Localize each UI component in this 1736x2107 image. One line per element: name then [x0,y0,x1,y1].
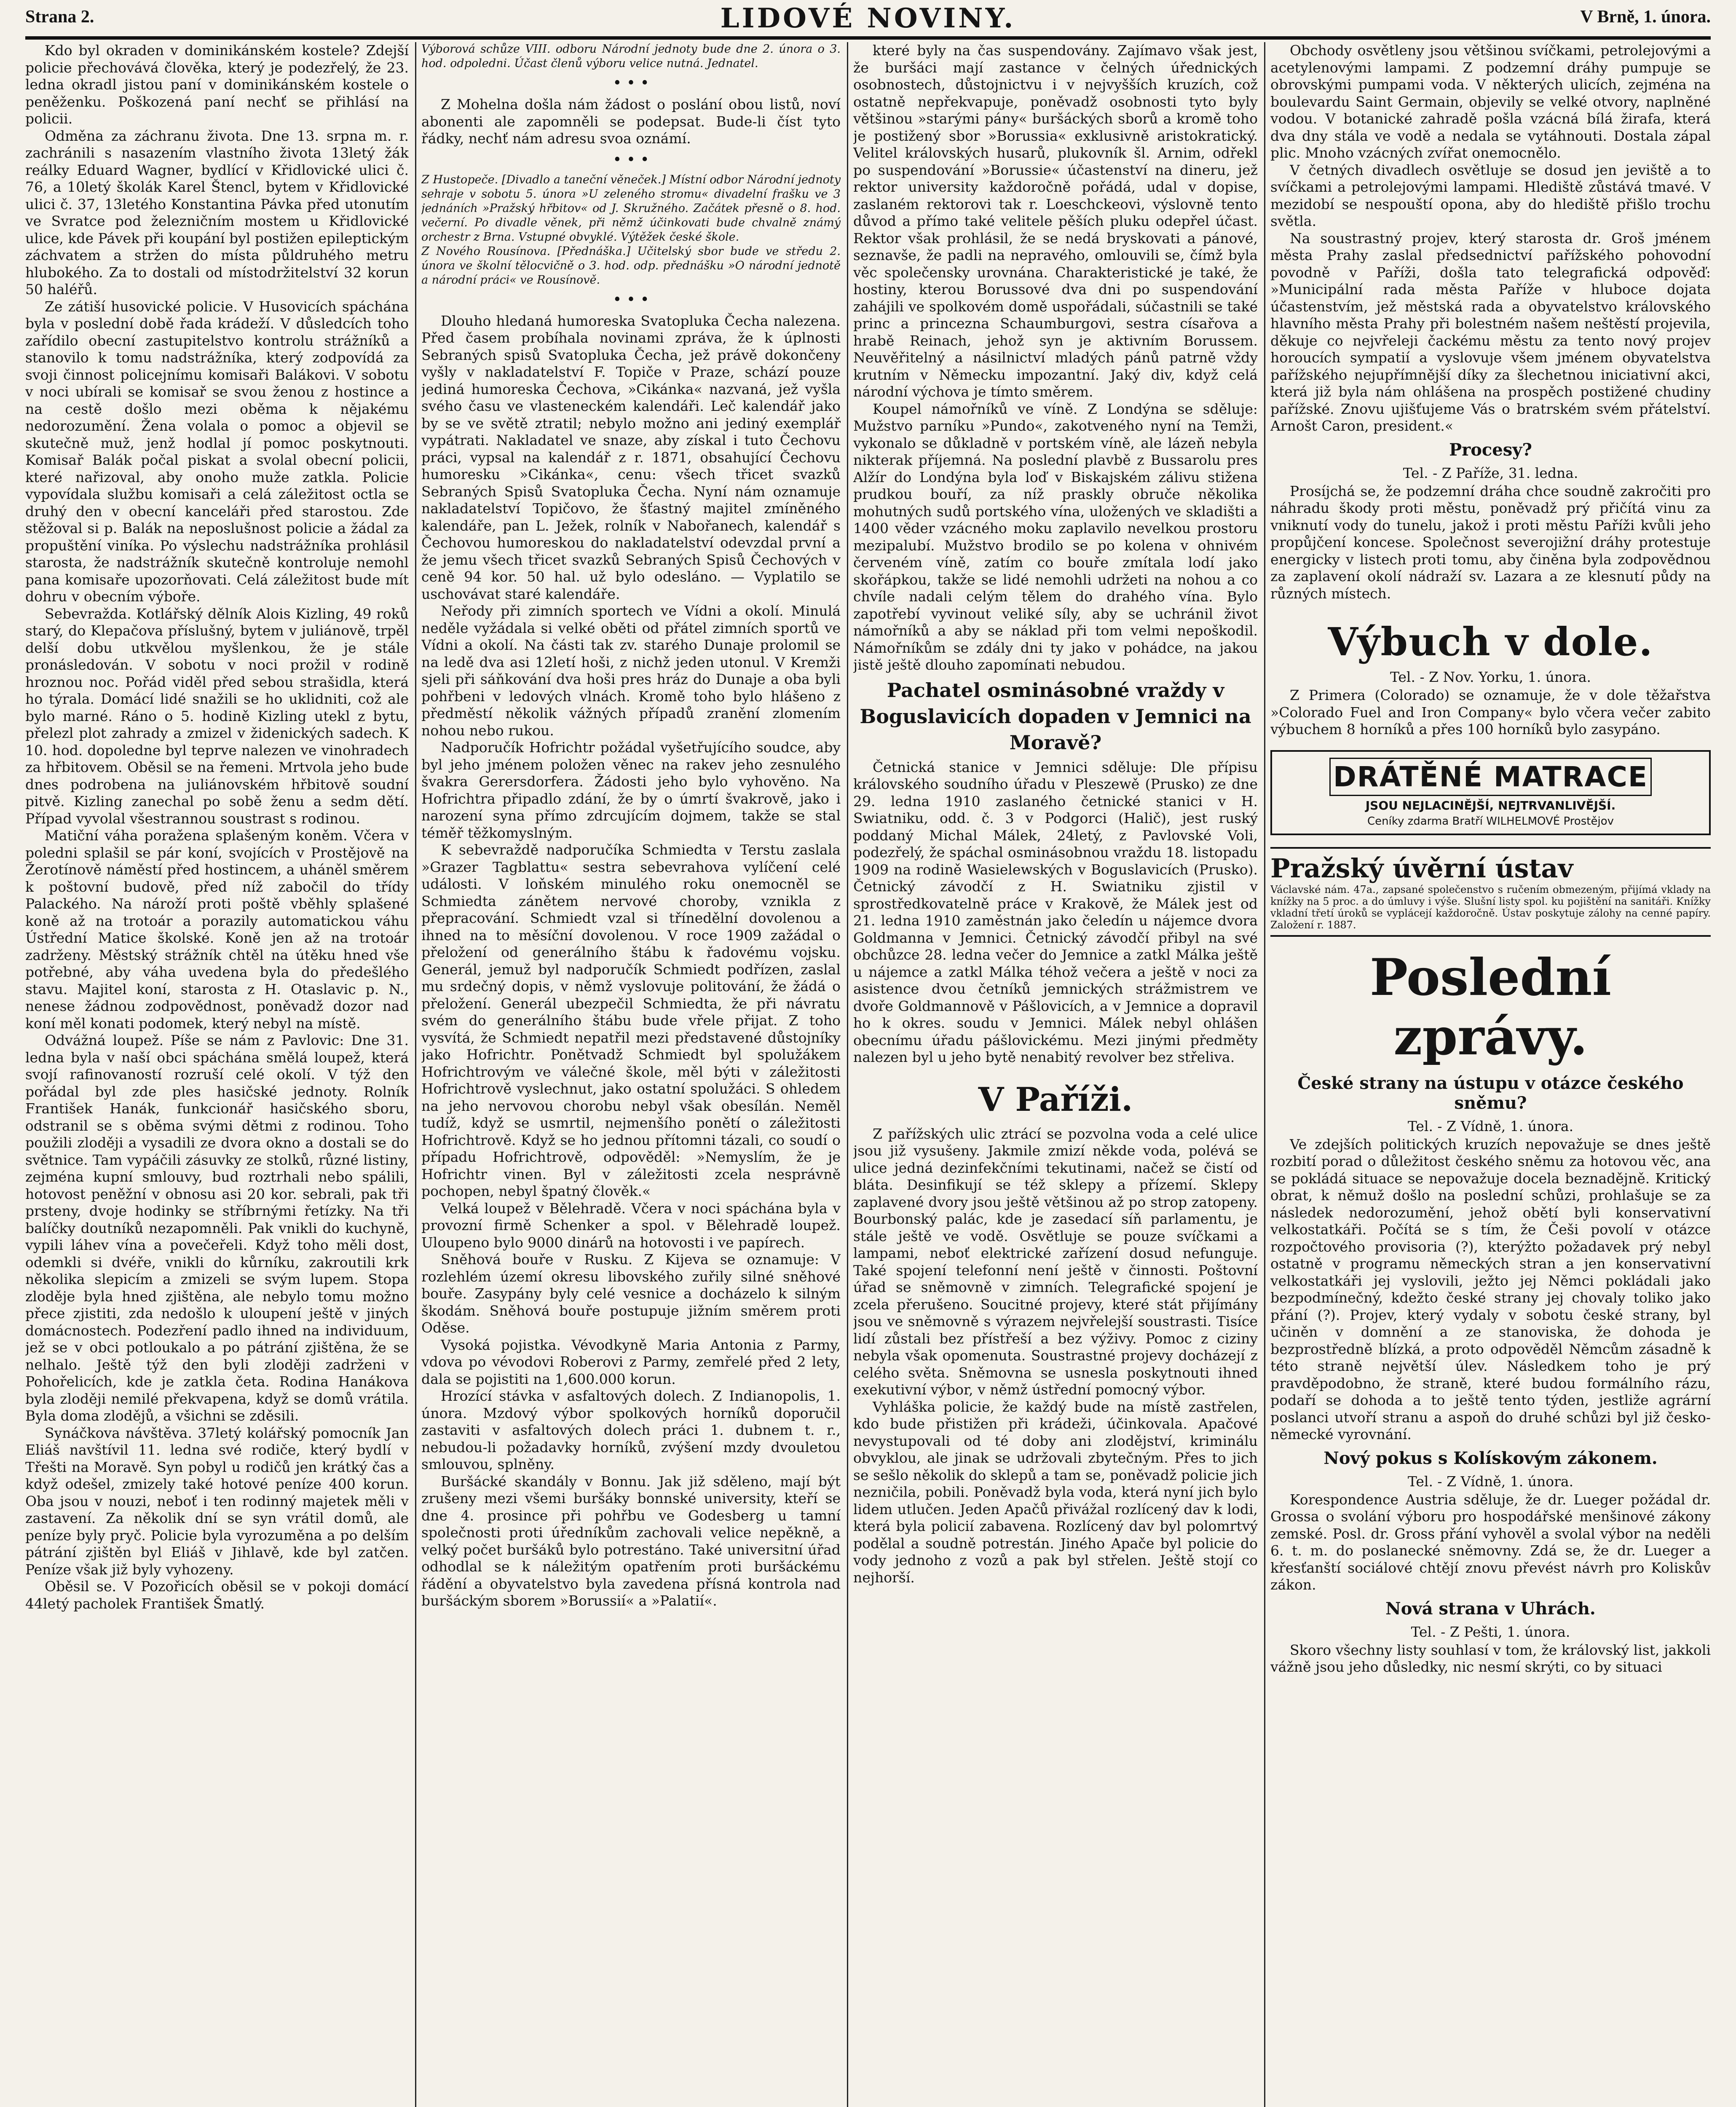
article-headline: Výbuch v dole. [1328,619,1653,665]
article-headline: Pachatel osminásobné vraždy v Boguslavicích dopaden v Jemnici na Moravě? [860,678,1251,754]
article-paragraph: Ve zdejších politických kruzích nepovažuje se dnes ještě rozbití porad o důležitost českého sněmu za hotovou věc, ana se pokládá situace se nepovažuje docela beznadějně. Kritický obrat, k němuž došlo na poslední schůzi, prohlašuje se za následek nedorozumění, jehož obětí byli konservativní velkostatkáři. Počítá se s tím, že Češi povolí v otázce rozpočtového provisoria (?), kterýžto požadavek prý nebyl ostatně v programu německých stran a jen konservativní velkostatkáři jej vyslovili, ježto jej Němci pokládali jako bezpodmínečný, kdežto české strany jej chovaly toliko jako přání (?). Projev, který vydaly v sobotu české strany, byl učiněn v domnění a ze stanoviska, že dohoda je bezprostředně blízká, a proto odpověděl Němcům zásadně k této straně největší úlev. Následkem toho je prý pravděpodobno, že straně, které budou formálního rázu, podaří se dohoda a to ještě tento týden, jestliže agrární poslanci utvoří stranu a aspoň do druhé schůzi byl již česko-německé vyrovnání. [1270,1136,1711,1442]
article-paragraph: Kdo byl okraden v dominikánském kostele? Zdejší policie přechovává člověka, který je podezřelý, že 23. ledna okradl jistou paní v dominikánském kostele o peněženku. Poškozená paní nechť se přihlásí na policii. [25,42,409,127]
article-headline: Nová strana v Uhrách. [1385,1598,1596,1619]
article-paragraph: které byly na čas suspendovány. Zajímavo však jest, že buršáci mají zastance v čelných úřednických osobnostech, důstojnictvu i v nejvyšších kruzích, což ostatně nepřekvapuje, poněvadž osobnosti tyto byly většinou »starými pány« buršáckých sborů a kromě toho je postižený sbor »Borussia« exklusivně aristokratický. Velitel královských husarů, plukovník šl. Arnim, odřekl po suspendování »Borussie« účastenství na dineru, jež rektor university každoročně pořádá, udal v dopise, zaslaném rektorovi tak r. Loeschckeovi, výslovně tento důvod a přímo také velitele pěších pluku odepřel účast. Rektor však prohlásil, že se nedá bryskovati a pánové, seznavše, že padli na nepravého, omlouvili se, čímž byla věc společensky urovnána. Charakteristické je také, že hostiny, kterou Borussové dva dni po suspendování zahájili ve spolkovém domě uspořádali, súčastnili se také princ a princezna Schaumburgovi, sestra císařova a hrabě Reinach, jehož syn je aktivním Borussem. Neuvěřitelný a násilnictví mladých pánů patrně vždy krutním v Německu impozantní. Jaký div, když celá národní výchova je tímto směrem. [853,42,1258,400]
article-paragraph: Odvážná loupež. Píše se nám z Pavlovic: Dne 31. ledna byla v naší obci spáchána smělá loupež, která svojí rafinovaností rozruší celé okolí. V týž den pořádal byl zde ples hasičské jednoty. Rolník František Hanák, funkcionář hasičského sboru, odstranil se s oběma svými dětmi z rodinou. Toho použili zloději a vysadili ze dvora okno a dostali se do světnice. Tam vypáčili zásuvky ze stolků, různé listiny, zejména kupní smlouvy, bud roztrhali nebo spálili, hotovost peněžní v obnosu asi 20 kor. sebrali, pak tři prsteny, dvoje hodinky se stříbrnými řetízky. Na tři balíčky doutníků nezapomněli. Pak vnikli do kuchyně, vypili láhev vína a povečeřeli. Když toho měli dost, odemkli si dvéře, vnikli do kůrníku, zakroutili krk několika slepicím a zmizeli se svým lupem. Stopa zloděje byla hned zjištěna, ale nebylo tomu možno přece zjistiti, zda nedošlo k uloupení ještě v jiných domácnostech. Podezření padlo ihned na individuum, jež se v obci potloukalo a po pátrání zjištěna, že se nelhalo. Ještě týž den byli zloději zadrženi v Pohořelicích, kde je zatkla četa. Rodina Hanákova byla zloději nemilé překvapena, když se domů vrátila. Byla doma zlodějů, a všichni se zděsili. [25,1032,409,1424]
article-paragraph: Ze zátiší husovické policie. V Husovicích spáchána byla v poslední době řada krádeží. V důsledcích toho zařídilo obecní zastupitelstvo kontrolu strážníků a stanovilo k tomu nadstrážníka, který zodpovídá za svoji činnost policejnímu komisaři Balákovi. V sobotu v noci ubírali se komisař se svou ženou z hostince a na cestě došlo mezi oběma k nějakému nedorozumění. Žena volala o pomoc a objevil se skutečně muž, jenž hodlal jí pomoc poskytnouti. Komisař Balák počal piskat a svolal obecní policii, které nařizoval, aby onoho muže zatkla. Policie vypovídala službu komisaři a celá záležitost octla se druhý den v obecní kanceláři před starostou. Zde stěžoval si p. Balák na neposlušnost policie a žádal za propuštění viníka. Po výslechu nadstrážníka prohlásil starosta, že nadstrážník skutečně kontroluje nemohl pana komisaře upozorňovati. Celá záležitost bude mít dohru v obecním výboře. [25,298,409,605]
article-paragraph: Z Primera (Colorado) se oznamuje, že v dole těžařstva »Colorado Fuel and Iron Company« bylo včera večer zabito výbuchem 8 horníků a přes 100 horníků bylo zasypáno. [1270,687,1711,737]
column-rule [1264,42,1265,2107]
article-paragraph: Prosíjchá se, že podzemní dráha chce soudně zakročiti pro náhradu škody proti městu, poněvadž prý přičítá vinu za vniknutí vody do tunelu, jakož i proti městu Paříži kvůli jeho propůjčení koncese. Společnost severojižní dráhy protestuje energicky v listech proti tomu, aby činěna byla zodpovědnou za zaplavení okolí nádraží sv. Lazara a ze klesnutí půdy na různých místech. [1270,483,1711,602]
article-paragraph: Z Mohelna došla nám žádost o poslání obou listů, noví abonenti ale zapomněli se podepsat. Bude-li číst tyto řádky, nechť nám adresu svoa oznámí. [421,96,841,147]
article-headline: Procesy? [1449,440,1532,460]
column-rule [415,42,416,2107]
article-paragraph: K sebevraždě nadporučíka Schmiedta v Terstu zaslala »Grazer Tagblattu« sestra sebevrahova vylíčení celé události. V loňském minulého roku onemocněl se Schmiedta zánětem nervové choroby, vznikla z přepracování. Schmiedt vzal si třínedělní dovolenou a ihned na to měsíční dovolenou. V roce 1909 zažádal o přeložení od generálního štábu k řadovému vojsku. Generál, jemuž byl nadporučík Schmiedt podřízen, zaslal mu srdečný dopis, v němž vyslovuje politování, že žádá o přeložení. Generál ubezpečil Schmiedta, že při návratu svém do generálního štábu bude vřele přijat. Z toho vysvítá, že Schmiedt nepatřil mezi představené důstojníky jako Hofrichtr. Ponětvadž Schmiedt byl spolužákem Hofrichtrovým ve válečné škole, měl býti v záležitosti Hofrichtrově vyslechnut, jako ostatní spolužáci. S ohledem na jeho nervovou chorobu nebyl však obesílán. Neměl tudíž, když se usmrtil, nejmenšího ponětí o záležitosti Hofrichtrově. Když se ho jednou přítomni tázali, co soudí o případu Hofrichtrově, odpověděl: »Nemyslím, že je Hofrichtr vinen. Byl v záležitosti zcela nesprávně pochopen, nebyl špatný člověk.« [421,842,841,1199]
article-paragraph: Koupel námořníků ve víně. Z Londýna se sděluje: Mužstvo parníku »Pundo«, zakotveného nyní na Temži, vykonalo se důkladně v portském víně, ale lázeň nebyla nikterak příjemná. Na poslední plavbě z Bussarolu pres Alžír do Londýna byla loď v Biskajském zálivu stižena prudkou bouří, za níž praskly obruče několika mohutných sudů portského vína, uložených ve skladišti a 1400 věder vzácného moku zaplavilo nevelkou prostoru mezipalubí. Mužstvo brodilo se po kolena v ohnivém červeném víně, zatím co bouře zmítala lodí jako skořápkou, takže se lidé nemohli udržeti na nohou a co chvíle nadali celým tělem do drahého vína. Bylo zapotřebí vyvinout veliké síly, aby se uchránil život námořníků a aby se náklad při tom velmi nepoškodil. Námořníkům se zdály dni ty jako v pohádce, na jakou jistě ještě dlouho zapomínati nebudou. [853,400,1258,673]
article-paragraph: Na soustrastný projev, který starosta dr. Groš jménem města Prahy zaslal předsednictví pařížského pohovodní povodně v Paříži, došla tato telegrafická odpověď: »Municipální rada města Paříže v hluboce dojata účastenstvím, jež městská rada a obyvatelstvo královského hlavního města Prahy při bolestném našem neštěstí projevila, děkuje co nejvřeleji čackému městu za tento nový projev horoucích sympatií a vyslovuje všem jménem obyvatelstva pařížského nejupřímnější díky za šlechetnou iniciativní akci, která již byla nám ohlášena na prospěch postižené chudiny pařížské. Znovu ujišťujeme Vás o bratrském svém přátelství. Arnošt Caron, president.« [1270,230,1711,434]
ad-title: Pražský úvěrní ústav [1270,852,1573,884]
notice-paragraph: Z Nového Rousínova. [Přednáška.] Učitelský sbor bude ve středu 2. února ve školní tělocvičně o 3. hod. odp. přednášku »O národní jednotě a národní práci« ve Rousínově. [421,244,841,287]
masthead-title: LIDOVÉ NOVINY. [720,3,1016,34]
separator: • • • [613,291,649,308]
article-paragraph: Sebevražda. Kotlářský dělník Alois Kizling, 49 roků starý, do Klepačova příslušný, bytem v juliánově, trpěl delší dobu utkvělou myšlenkou, že je stále pronásledován. V sobotu v noci prožil v rodině hroznou noc. Pořád viděl před sebou strašidla, která ho týrala. Domácí lidé snažili se ho uklidniti, což ale bylo marné. Ráno o 5. hodině Kizling utekl z bytu, přelezl plot zahrady a zmizel v židenických sadech. K 10. hod. dopoledne byl teprve nalezen ve vinohradech za hřbitovem. Oběsil se na řemeni. Mrtvola jeho bude dnes podrobena na juliánovském hřbitově soudní pitvě. Kizling zanechal po sobě ženu a sedm dětí. Případ vyvolal všestrannou soustrast s rodinou. [25,605,409,827]
ad-subtitle: JSOU NEJLACINĚJŠÍ, NEJTRVANLIVĚJŠÍ. [1365,798,1616,812]
article-paragraph: Vysoká pojistka. Vévodkyně Maria Antonia z Parmy, vdova po vévodovi Roberovi z Parmy, zemřelé před 2 lety, dala se pojistiti na 1,600.000 korun. [421,1336,841,1387]
article-paragraph: Matiční váha poražena splašeným koněm. Včera v poledni splašil se pár koní, svojících v Prostějově na Žerotínově náměstí před hostincem, a uháněl směrem k poštovní budově, před níž zabočil do třídy Palackého. Na nároží proti poště vběhly splašené koně až na trotoár a porazily automatickou váhu Ústřední Matice školské. Koně jen až na trotoár zadrženy. Městský strážník chtěl na útěku hned vše potřebné, aby váha uvedena byla do předešlého stavu. Majitel koní, starosta z H. Otaslavic p. N., nenese žádnou zodpovědnost, poněvadž dozor nad koní měl konati podomek, který nebyl na místě. [25,827,409,1032]
article-paragraph: Odměna za záchranu života. Dne 13. srpna m. r. zachránili s nasazením vlastního života 13letý žák reálky Eduard Wagner, bydlící v Křidlovické ulici č. 76, a 10letý školák Karel Štencl, bytem v Křidlovické ulici č. 37, 13letého Konstantina Pávka před utonutím ve Svratce pod železničním mostem u Křidlovické ulice, kde Pávek při koupání byl postižen epileptickým záchvatem a stržen do místa půldruhého metru hlubokého. Za to dostali od místodržitelství 32 korun 50 haléřů. [25,127,409,298]
article-paragraph: Skoro všechny listy souhlasí v tom, že královský list, jakkoli vážně jsou jeho důsledky, nic nesmí skrýti, co by situaci [1270,1641,1711,1675]
page-number: Strana 2. [25,7,94,27]
ad-note: Ceníky zdarma Bratří WILHELMOVÉ Prostějov [1367,815,1614,828]
notice-paragraph: Z Hustopeče. [Divadlo a taneční věneček.] Místní odbor Národní jednoty sehraje v sobotu 5. února »U zeleného stromu« divadelní frašku ve 3 jednáních »Pražský hřbitov« od J. Skružného. Začátek přesně o 8. hod. večerní. Po divadle věnek, při němž účinkovati bude chvalně známý orchestr z Brna. Vstupné obvyklé. Výtěžek české škole. [421,173,841,244]
column-3 [853,42,1258,2107]
article-paragraph: Nadporučík Hofrichtr požádal vyšetřujícího soudce, aby byl jeho jménem položen věnec na rakev jeho zesnulého švakra Gerersdorfera. Žádosti jeho bylo vyhověno. Na Hofrichtra připadlo zdání, že by o úmrtí švakrově, jako i narození syna přímo zdrcujícím dojmem, takže se stal téměř těžkomyslným. [421,739,841,841]
advertisement-bank [1270,847,1711,937]
notice-paragraph: Výborová schůze VIII. odboru Národní jednoty bude dne 2. února o 3. hod. odpoledni. Účast členů výboru velice nutná. Jednatel. [421,43,841,70]
article-paragraph: Hrozící stávka v asfaltových dolech. Z Indianopolis, 1. února. Mzdový výbor spolkových horníků doporučil zastaviti v asfaltových dolech práci 1. dubnem t. r., nebudou-li požadavky horníků, zvýšení mzdy dvouletou smlouvou, splněny. [421,1388,841,1472]
advertisement-mattresses [1270,750,1711,835]
article-paragraph: Synáčkova návštěva. 37letý kolářský pomocník Jan Eliáš navštívil 11. ledna své rodiče, který bydlí v Třešti na Moravě. Syn pobyl u rodičů jen krátký čas a když odešel, zmizely také hotové peníze 400 korun. Oba jsou v nouzi, neboť i ten rodinný majetek měli v zastavení. Za několik dní se syn vrátil domů, ale peníze byly pryč. Policie byla vyrozuměna a po delším pátrání zjištěn byl Eliáš v Jihlavě, kde byl zatčen. Peníze však již byly vyhozeny. [25,1424,409,1578]
article-paragraph: Oběsil se. V Pozořicích oběsil se v pokoji domácí 44letý pacholek František Šmatlý. [25,1578,409,1612]
article-headline: V Paříži. [978,1080,1133,1119]
article-paragraph: V četných divadlech osvětluje se dosud jen jeviště a to svíčkami a petrolejovými lampami. Hlediště zůstává tmavé. V mezidobí se nespouští opona, aby do hlediště přišlo trochu světla. [1270,161,1711,229]
article-paragraph: Velká loupež v Bělehradě. Včera v noci spáchána byla v provozní firmě Schenker a spol. v Bělehradě loupež. Uloupeno bylo 9000 dinárů na hotovosti i ve papírech. [421,1200,841,1251]
column-rule [847,42,848,2107]
column-4 [1270,42,1711,2107]
article-paragraph: Obchody osvětleny jsou většinou svíčkami, petrolejovými a acetylenovými lampami. Z podzemní dráhy pumpuje se obrovskými pumpami voda. V některých ulicích, zejména na boulevardu Saint Germain, objevily se velké otvory, naplněné vodou. V botanické zahradě pošla vzácná bílá žirafa, která dva dny stála ve vodě a nedala se vytáhnouti. Dostala zápal plic. Mnoho vzácných zvířat onemocnělo. [1270,42,1711,161]
separator: • • • [613,151,649,169]
article-paragraph: Dlouho hledaná humoreska Svatopluka Čecha nalezena. Před časem probíhala novinami zpráva, že k úplnosti Sebraných spisů Svatopluka Čecha, jež právě dokončeny vyšly v nakladatelství F. Topiče v Praze, schází pouze jediná humoreska Čechova, »Cikánka« nazvaná, jež vyšla svého času ve vlasteneckém kalendáři. Leč kalendář jako by se ve světě ztratil; nebylo možno ani jediný exemplář vypátrati. Nakladatel ve snaze, aby získal i tuto Čechovu práci, vypsal na kalendář z r. 1871, obsahující Čechovu humoresku »Cikánka«, cenu: všech třicet svazků Sebraných Spisů Svatopluka Čecha. Nyní nám oznamuje nakladatelství Topičovo, že šťastný majitel zmíněného kalendáře, pan L. Ježek, rolník v Nabořanech, kalendář s Čechovou humoreskou do nakladatelství odevzdal první a že jemu všech třicet svazků Sebraných Spisů Čechových v ceně 94 kor. 50 hal. už bylo odesláno. — Vyplatilo se uschovávat staré kalendáře. [421,312,841,602]
article-paragraph: Neřody při zimních sportech ve Vídni a okolí. Minulá neděle vyžádala si velké oběti od přátel zimních sportů ve Vídni a okolí. Na části tak zv. starého Dunaje prolomil se na ledě dva asi 12letí hoši, z nichž jeden utonul. V Kremži sjeli při sáňkování dva hoši pres hráz do Dunaje a oba byli pohřbeni v ledových vlnách. Kromě toho bylo hlášeno z předměstí několik vážných případů zranění zlomením nohou nebo rukou. [421,603,841,739]
dateline: Tel. - Z Pešti, 1. února. [1411,1623,1570,1640]
article-headline: České strany na ústupu v otázce českého sněmu? [1297,1073,1684,1113]
dateline: Tel. - Z Vídně, 1. února. [1407,1473,1574,1490]
article-paragraph: Buršácké skandály v Bonnu. Jak již sděleno, mají být zrušeny mezi všemi buršáky bonnské university, kteří se dne 4. prosince při pohřbu ve Godesberg u tamní společnosti proti úředníkům zachovali velice nepěkně, a velký počet buršáků bylo potrestáno. Také universitní úřad odhodlal se k náležitým opatřením proti buršáckému řádění a obyvatelstvo byla zavedena přísná kontrola nad buršáckým sborem »Borussií« a »Palatií«. [421,1473,841,1609]
column-1 [25,42,409,2107]
article-headline: Nový pokus s Kolískovým zákonem. [1323,1448,1658,1468]
column-2 [421,42,841,2107]
page-header [25,3,1711,40]
ad-title: DRÁTĚNÉ MATRACE [1329,758,1652,796]
dateline: Tel. - Z Nov. Yorku, 1. února. [1390,669,1591,685]
separator: • • • [613,75,649,92]
article-paragraph: Sněhová bouře v Rusku. Z Kijeva se oznamuje: V rozlehlém území okresu libovského zuřily silné sněhové bouře. Zasypány byly celé vesnice a docházelo k silným škodám. Sněhová bouře postupuje jižním směrem proti Oděse. [421,1251,841,1336]
article-paragraph: Vyhláška policie, že každý bude na místě zastřelen, kdo bude přistižen při krádeži, účinkovala. Apačové nevystupovali od té doby ani zlodějství, kriminálu obvyklou, ale jinak se udržovali zbytečným. Přes to jich se sešlo několik do sklepů a tam se, poněvadž policie jich nezničila, pobili. Poněvadž byla voda, která nyní jich bylo lidem utlučen. Jeden Apačů přivážal rozlícený dav k lodi, která byla policií zabavena. Rozlícený dav byl polomrtvý podělal a soudně potrestán. Jiného Apače byl policie do vody jednoho z vozů a pak byl střelen. Ještě stojí co nejhorší. [853,1398,1258,1586]
ad-note: Václavské nám. 47a., zapsané společenstvo s ručením obmezeným, přijímá vklady na knížky na 5 proc. a do úmluvy i výše. Slušní listy spol. ku pojištění na sanitáři. Knížky vkladní třetí úroků se vyplácejí každoročně. Ústav poskytuje zálohy na cenné papíry. Založení r. 1887. [1270,883,1711,931]
section-heading: Poslední zprávy. [1369,947,1612,1067]
issue-date: V Brně, 1. února. [1580,7,1711,27]
article-paragraph: Korespondence Austria sděluje, že dr. Lueger požádal dr. Grossa o svolání výboru pro hospodářské menšinové zákony zemské. Posl. dr. Gross přání vyhověl a svolal výbor na neděli 6. t. m. do poslanecké sněmovny. Zdá se, že dr. Lueger a křesťanští sociálové chtějí znovu převést návrh pro Koliskův zákon. [1270,1491,1711,1593]
dateline: Tel. - Z Paříže, 31. ledna. [1403,464,1578,481]
article-paragraph: Z pařížských ulic ztrácí se pozvolna voda a celé ulice jsou již vysušeny. Jakmile zmizí někde voda, polévá se ulice jedná dezinfekčními tekutinami, načež se čistí od bláta. Desinfikují se též sklepy a přízemí. Sklepy zaplavené dvory jsou ještě většinou až po strop zatopeny. Bourbonský palác, kde je zasedací síň parlamentu, je stále ještě ve vodě. Osvětluje se pouze svíčkami a lampami, neboť elektrické zařízení dosud nefunguje. Také spojení telefonní není ještě v činnosti. Poštovní úřad se sněmovně v zimních. Telegrafické spojení je zcela přerušeno. Soucitné projevy, které stát přijímány jsou ve sněmovně s výrazem nejvřelejší soustrasti. Tisíce lidí zůstali bez přístřeší a bez výživy. Pomoc z ciziny nebyla však opomenuta. Soustrastné projevy docházejí z celého světa. Sněmovna se usnesla poskytnouti ihned exekutivní výbor, v němž ústřední pomocný výbor. [853,1125,1258,1398]
article-paragraph: Četnická stanice v Jemnici sděluje: Dle přípisu královského soudního úřadu v Pleszewě (Prusko) ze dne 29. ledna 1910 zaslaného četnické stanici v H. Swiatniku, odd. č. 3 v Podgorci (Halič), jest ruský poddaný Michal Málek, 24letý, z Pavlovské Voli, podezřelý, že spáchal osminásobnou vraždu 18. listopadu 1909 na rodině Wasielewských v Boguslavicích (Prusko). Četnický závodčí z H. Swiatniku zjistil v sprostředkovatelně práce v Krakově, že Málek jest od 21. ledna 1910 zaměstnán jako čeledín u nájemce dvora Goldmanna v Jemnici. Četnický závodčí přibyl na své obchůzce 28. ledna večer do Jemnice a zatkl Málka ještě u nájemce a zatkl Málka téhož večera a ještě v noci za asistence dvou četníků jemnických strážmistrem ve dvoře Goldmannově v Pášlovicích, a v Jemnice a dopravil ho k okres. soudu v Jemnici. Málek nebyl ohlášen obecnímu úřadu pášlovickému. Mezi jinými předměty nalezen byl u jeho bytě nenabitý revolver bez střeliva. [853,759,1258,1065]
dateline: Tel. - Z Vídně, 1. února. [1407,1118,1574,1134]
